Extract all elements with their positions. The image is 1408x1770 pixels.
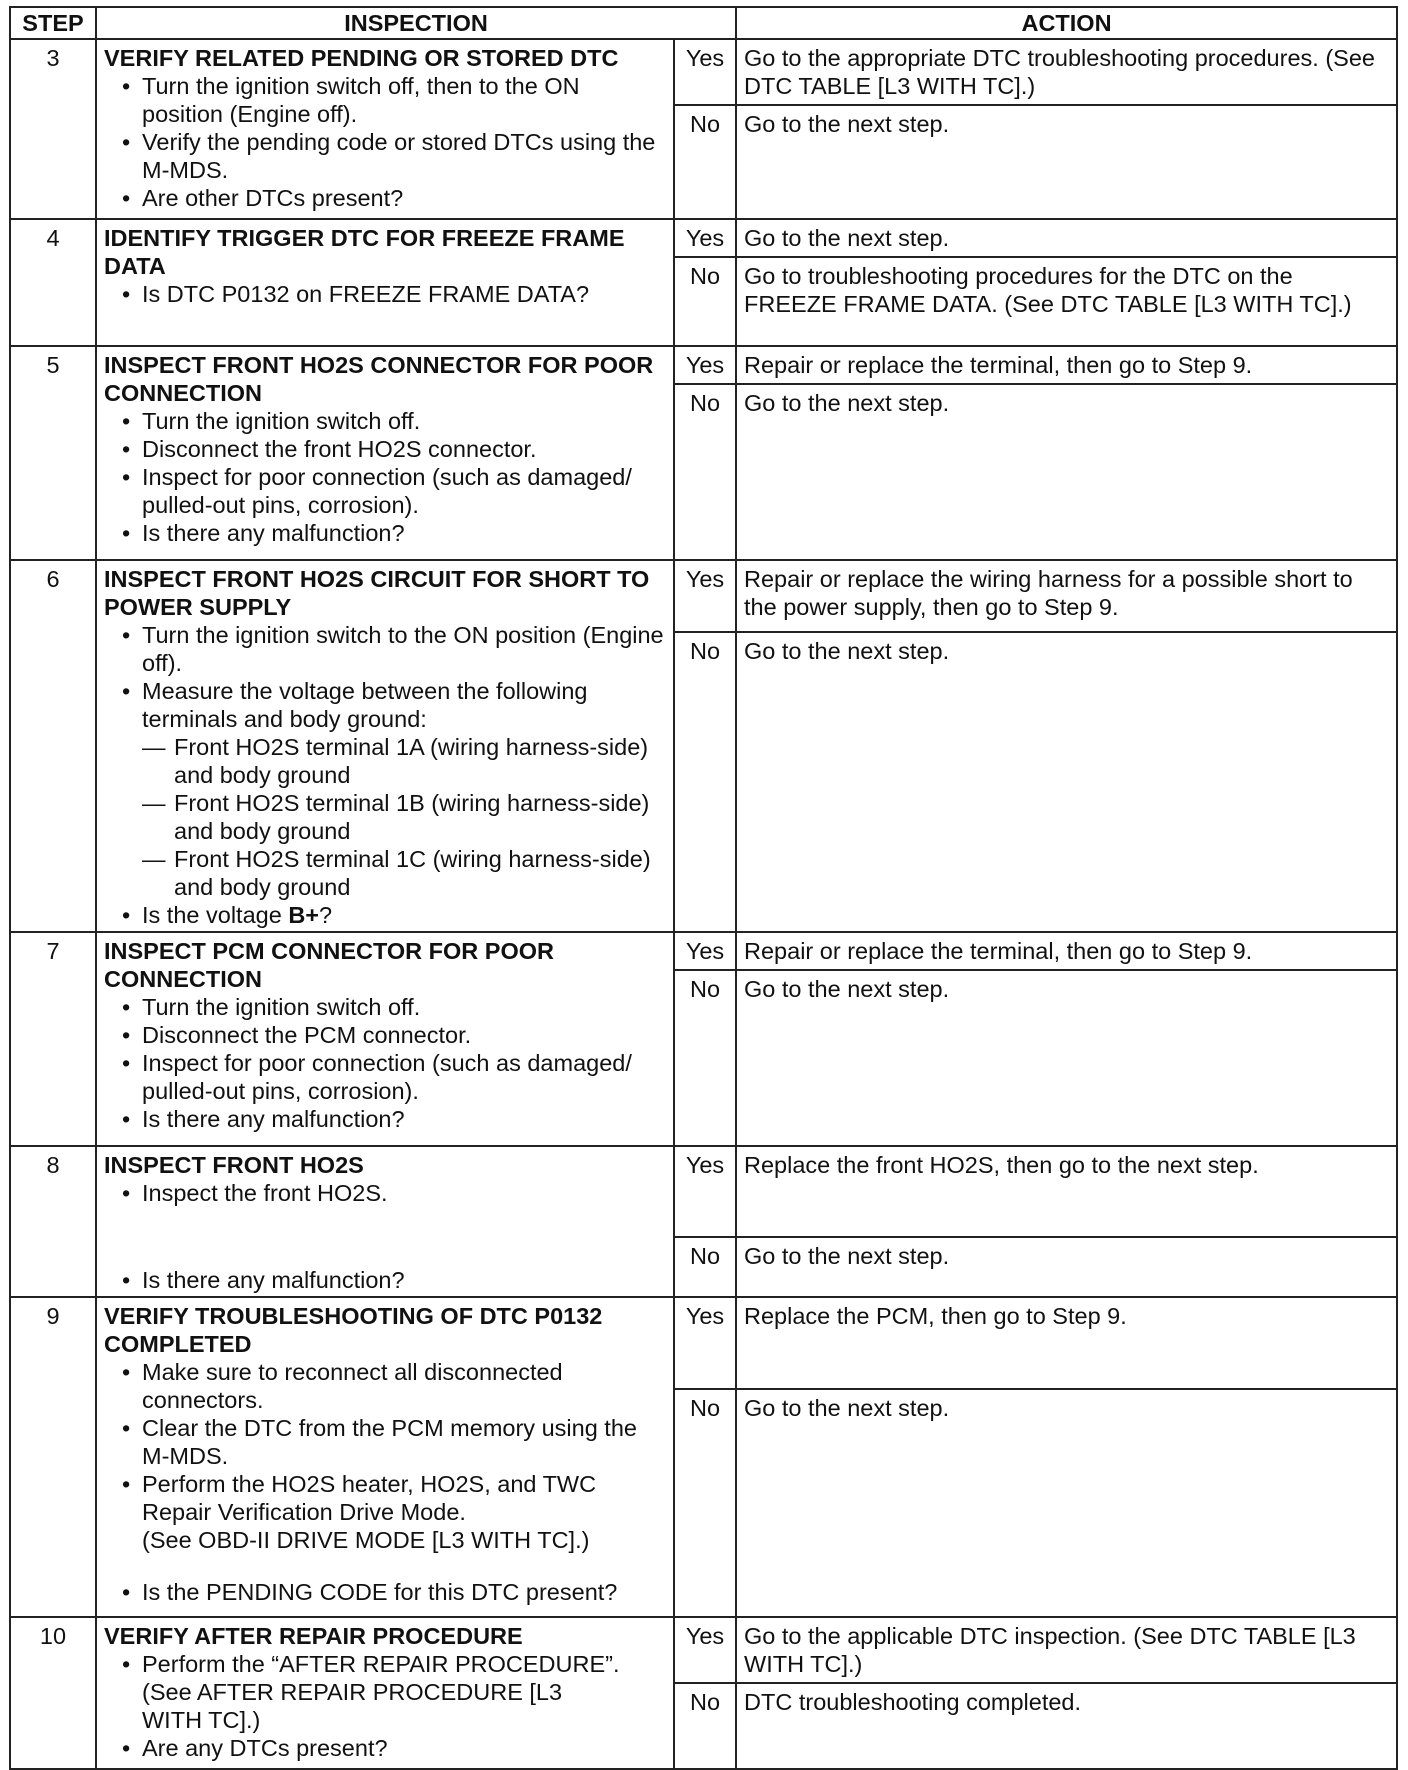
sub-item: — Front HO2S terminal 1B (wiring harness-side) and body ground bbox=[142, 789, 667, 845]
yes-action: Repair or replace the terminal, then go to Step 9. bbox=[736, 346, 1397, 384]
step-bullets bbox=[104, 993, 667, 1133]
bullet-text: Is the voltage bbox=[142, 902, 289, 928]
no-action: Go to the next step. bbox=[736, 384, 1397, 560]
step-number: 4 bbox=[10, 219, 96, 346]
dtc-troubleshooting-sheet bbox=[9, 6, 1396, 1770]
step-inspection bbox=[96, 1146, 674, 1297]
no-action: Go to troubleshooting procedures for the DTC on the FREEZE FRAME DATA. (See DTC TABLE [L3 WITH TC].) bbox=[736, 257, 1397, 346]
no-action: DTC troubleshooting completed. bbox=[736, 1683, 1397, 1769]
no-label: No bbox=[674, 1237, 736, 1297]
bullet-item bbox=[118, 677, 667, 901]
step-bullets bbox=[104, 1650, 667, 1762]
step-title: INSPECT FRONT HO2S CIRCUIT FOR SHORT TO POWER SUPPLY bbox=[104, 566, 650, 620]
no-label: No bbox=[674, 970, 736, 1146]
troubleshooting-table bbox=[9, 6, 1398, 1770]
step-bullets bbox=[104, 72, 667, 212]
yes-label: Yes bbox=[674, 219, 736, 257]
step-number: 3 bbox=[10, 39, 96, 219]
bullet-item: • Is there any malfunction? bbox=[118, 1105, 667, 1133]
yes-label: Yes bbox=[674, 1617, 736, 1683]
step-number: 6 bbox=[10, 560, 96, 932]
see-reference: (See OBD-II DRIVE MODE [L3 WITH TC].) bbox=[142, 1527, 590, 1553]
bullet-item bbox=[118, 901, 667, 929]
bullet-item: • Perform the HO2S heater, HO2S, and TWC Repair Verification Drive Mode. bbox=[118, 1470, 667, 1526]
step-number: 9 bbox=[10, 1297, 96, 1617]
yes-action: Go to the appropriate DTC troubleshooting procedures. (See DTC TABLE [L3 WITH TC].) bbox=[736, 39, 1397, 105]
no-label: No bbox=[674, 257, 736, 346]
no-label: No bbox=[674, 632, 736, 932]
step-inspection bbox=[96, 219, 674, 346]
bullet-item: • Turn the ignition switch off. bbox=[118, 993, 667, 1021]
bullet-item: • Make sure to reconnect all disconnected connectors. bbox=[118, 1358, 667, 1414]
step-number: 8 bbox=[10, 1146, 96, 1297]
step-number: 7 bbox=[10, 932, 96, 1146]
battery-voltage: B+ bbox=[288, 902, 320, 928]
step-4-row bbox=[10, 219, 1397, 257]
bullet-item: • Are any DTCs present? bbox=[118, 1734, 667, 1762]
yes-label: Yes bbox=[674, 39, 736, 105]
bullet-item: • Is DTC P0132 on FREEZE FRAME DATA? bbox=[118, 280, 667, 308]
step-3-row bbox=[10, 39, 1397, 105]
bullet-item: • Is the PENDING CODE for this DTC present? bbox=[118, 1578, 667, 1606]
bullet-item: • Inspect for poor connection (such as damaged/ pulled-out pins, corrosion). bbox=[118, 1049, 667, 1105]
step-title: VERIFY TROUBLESHOOTING OF DTC P0132 COMPLETED bbox=[104, 1303, 603, 1357]
bullet-item: • Perform the “AFTER REPAIR PROCEDURE”. (See AFTER REPAIR PROCEDURE [L3 WITH TC].) bbox=[118, 1650, 667, 1734]
sub-item: — Front HO2S terminal 1C (wiring harness-side) and body ground bbox=[142, 845, 667, 901]
yes-action: Replace the front HO2S, then go to the next step. bbox=[736, 1146, 1397, 1237]
yes-label: Yes bbox=[674, 346, 736, 384]
bullet-item: • Turn the ignition switch to the ON position (Engine off). bbox=[118, 621, 667, 677]
step-10-row bbox=[10, 1617, 1397, 1683]
step-title: INSPECT PCM CONNECTOR FOR POOR CONNECTION bbox=[104, 938, 555, 992]
bullet-item: • Inspect the front HO2S. bbox=[118, 1179, 667, 1207]
step-title: IDENTIFY TRIGGER DTC FOR FREEZE FRAME DATA bbox=[104, 225, 625, 279]
no-action: Go to the next step. bbox=[736, 1389, 1397, 1617]
step-inspection bbox=[96, 39, 674, 219]
sub-item: — Front HO2S terminal 1A (wiring harness-side) and body ground bbox=[142, 733, 667, 789]
step-inspection bbox=[96, 346, 674, 560]
yes-label: Yes bbox=[674, 1297, 736, 1389]
no-label: No bbox=[674, 1683, 736, 1769]
bullet-item: • Is there any malfunction? bbox=[118, 519, 667, 547]
bullet-item: • Is there any malfunction? bbox=[118, 1266, 667, 1294]
bullet-item: • Disconnect the front HO2S connector. bbox=[118, 435, 667, 463]
step-number: 10 bbox=[10, 1617, 96, 1769]
yes-label: Yes bbox=[674, 932, 736, 970]
step-5-row bbox=[10, 346, 1397, 384]
header-action: ACTION bbox=[736, 7, 1397, 39]
sub-list bbox=[142, 733, 667, 901]
bullet-text: ? bbox=[319, 902, 333, 928]
step-9-row bbox=[10, 1297, 1397, 1389]
bullet-item: • Inspect for poor connection (such as damaged/ pulled-out pins, corrosion). bbox=[118, 463, 667, 519]
step-bullets bbox=[104, 280, 667, 308]
header-row bbox=[10, 7, 1397, 39]
header-inspection: INSPECTION bbox=[96, 7, 736, 39]
bullet-item: • Verify the pending code or stored DTCs using the M-MDS. bbox=[118, 128, 667, 184]
step-bullets bbox=[104, 1578, 667, 1606]
yes-label: Yes bbox=[674, 1146, 736, 1237]
step-bullets bbox=[104, 621, 667, 929]
yes-label: Yes bbox=[674, 560, 736, 632]
header-step: STEP bbox=[10, 7, 96, 39]
step-number: 5 bbox=[10, 346, 96, 560]
yes-action: Repair or replace the wiring harness for a possible short to the power supply, then go to Step 9. bbox=[736, 560, 1397, 632]
yes-action: Go to the applicable DTC inspection. (See DTC TABLE [L3 WITH TC].) bbox=[736, 1617, 1397, 1683]
step-title: INSPECT FRONT HO2S bbox=[104, 1152, 364, 1178]
bullet-item: • Disconnect the PCM connector. bbox=[118, 1021, 667, 1049]
step-bullets bbox=[104, 407, 667, 547]
step-inspection bbox=[96, 560, 674, 932]
bullet-item: • Turn the ignition switch off, then to the ON position (Engine off). bbox=[118, 72, 667, 128]
no-label: No bbox=[674, 384, 736, 560]
step-bullets bbox=[104, 1179, 667, 1294]
step-title: VERIFY AFTER REPAIR PROCEDURE bbox=[104, 1623, 523, 1649]
step-inspection bbox=[96, 1297, 674, 1617]
step-title: VERIFY RELATED PENDING OR STORED DTC bbox=[104, 45, 619, 71]
bullet-item: • Turn the ignition switch off. bbox=[118, 407, 667, 435]
yes-action: Replace the PCM, then go to Step 9. bbox=[736, 1297, 1397, 1389]
bullet-item: • Are other DTCs present? bbox=[118, 184, 667, 212]
step-bullets bbox=[104, 1358, 667, 1526]
step-7-row bbox=[10, 932, 1397, 970]
no-label: No bbox=[674, 105, 736, 219]
step-8-row bbox=[10, 1146, 1397, 1237]
step-inspection bbox=[96, 1617, 674, 1769]
yes-action: Go to the next step. bbox=[736, 219, 1397, 257]
bullet-text: Measure the voltage between the following terminals and body ground: bbox=[142, 678, 588, 732]
no-action: Go to the next step. bbox=[736, 970, 1397, 1146]
no-action: Go to the next step. bbox=[736, 632, 1397, 932]
no-label: No bbox=[674, 1389, 736, 1617]
no-action: Go to the next step. bbox=[736, 1237, 1397, 1297]
step-inspection bbox=[96, 932, 674, 1146]
bullet-item: • Clear the DTC from the PCM memory using the M-MDS. bbox=[118, 1414, 667, 1470]
yes-action: Repair or replace the terminal, then go to Step 9. bbox=[736, 932, 1397, 970]
no-action: Go to the next step. bbox=[736, 105, 1397, 219]
step-title: INSPECT FRONT HO2S CONNECTOR FOR POOR CONNECTION bbox=[104, 352, 654, 406]
step-6-row bbox=[10, 560, 1397, 632]
